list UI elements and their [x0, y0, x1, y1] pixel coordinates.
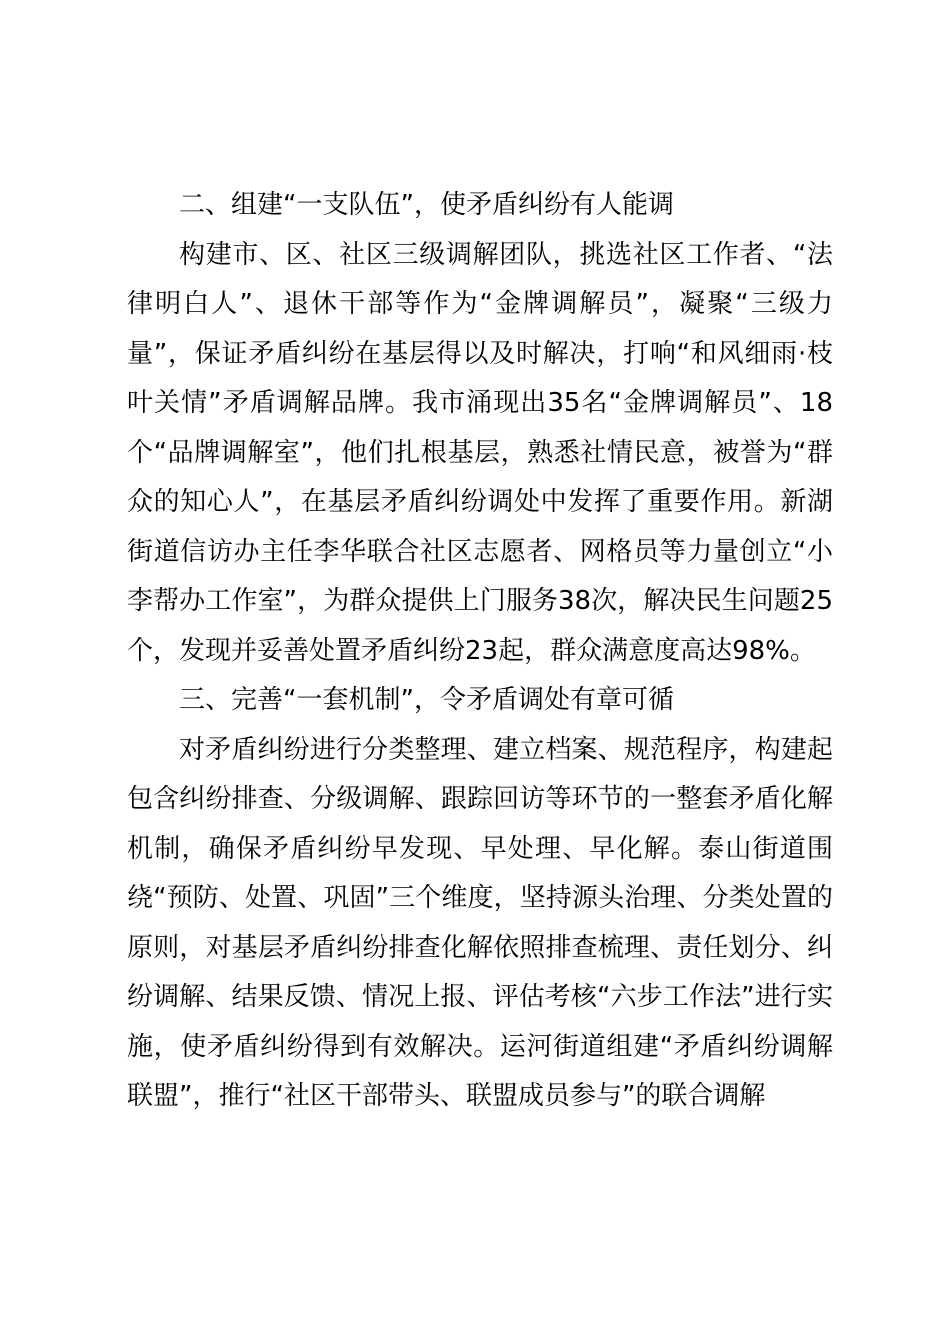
section-heading-mechanism: 三、完善“一套机制”，令矛盾调处有章可循 [179, 685, 674, 715]
section-heading-team: 二、组建“一支队伍”，使矛盾纠纷有人能调 [179, 190, 674, 220]
paragraph-team: 构建市、区、社区三级调解团队，挑选社区工作者、“法律明白人”、退休干部等作为“金牌调解员”，凝聚“三级力量”，保证矛盾纠纷在基层得以及时解决，打响“和风细雨·枝叶关情”矛盾调解品牌。我市涌现出35名“金牌调解员”、18个“品牌调解室”，他们扎根基层，熟悉社情民意，被誉为“群众的知心人”，在基层矛盾纠纷调处中发挥了重要作用。新湖街道信访办主任李华联合社区志愿者、网格员等力量创立“小李帮办工作室”，为群众提供上门服务38次，解决民生问题25个，发现并妥善处置矛盾纠纷23起，群众满意度高达98%。 [127, 239, 833, 666]
document-page [127, 181, 833, 1122]
paragraph-mechanism: 对矛盾纠纷进行分类整理、建立档案、规范程序，构建起包含纠纷排查、分级调解、跟踪回访等环节的一整套矛盾化解机制，确保矛盾纠纷早发现、早处理、早化解。泰山街道围绕“预防、处置、巩固”三个维度，坚持源头治理、分类处置的原则，对基层矛盾纠纷排查化解依照排查梳理、责任划分、纠纷调解、结果反馈、情况上报、评估考核“六步工作法”进行实施，使矛盾纠纷得到有效解决。运河街道组建“矛盾纠纷调解联盟”，推行“社区干部带头、联盟成员参与”的联合调解 [127, 734, 833, 1111]
